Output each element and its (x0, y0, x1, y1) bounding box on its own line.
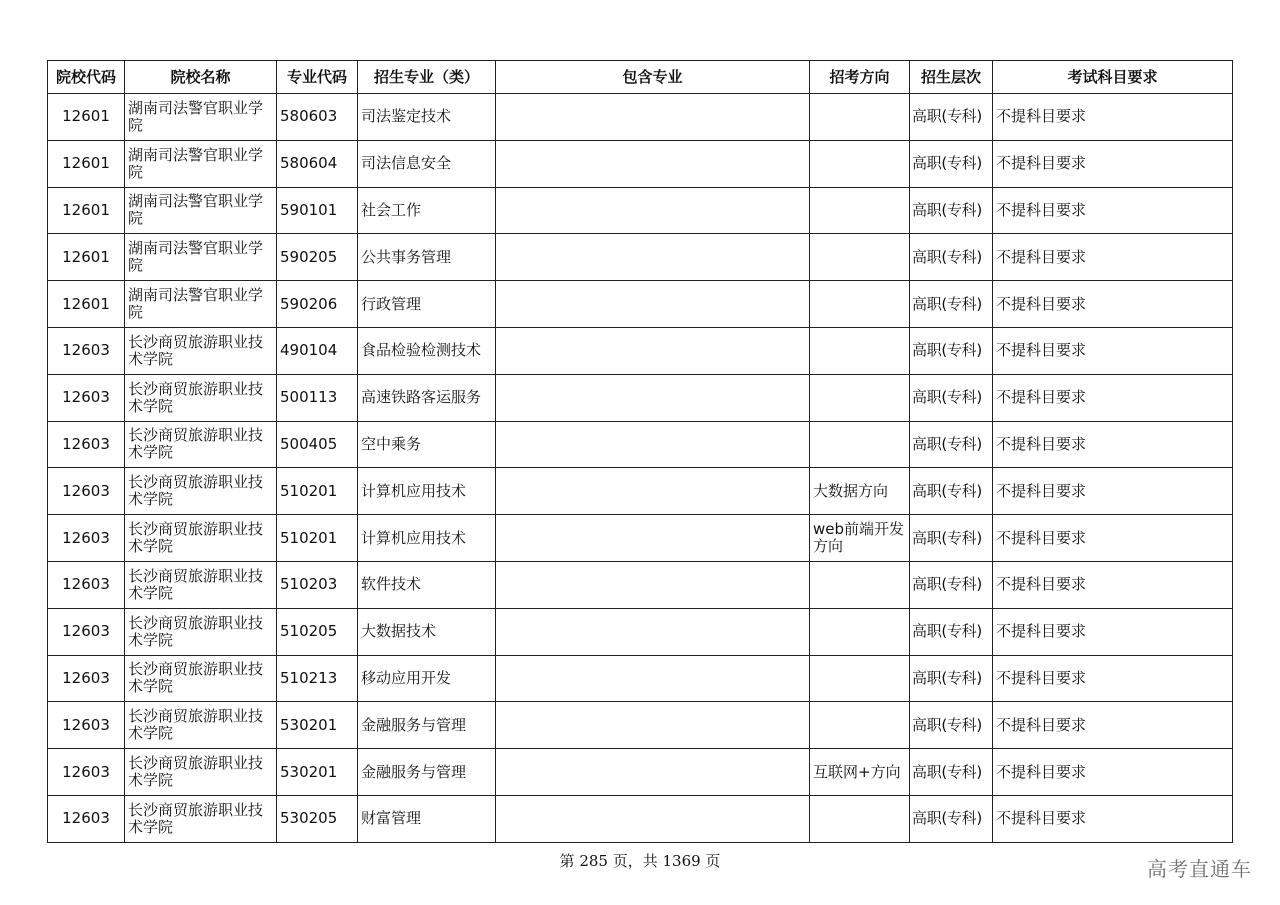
table-row (48, 281, 1233, 328)
cell-included-majors (496, 561, 810, 608)
cell-school-code: 12603 (48, 561, 125, 608)
cell-included-majors (496, 374, 810, 421)
cell-major: 软件技术 (358, 561, 496, 608)
cell-major-code: 510213 (277, 655, 358, 702)
cell-school-code: 12603 (48, 608, 125, 655)
cell-school-name: 长沙商贸旅游职业技术学院 (125, 468, 277, 515)
table-row (48, 515, 1233, 562)
cell-included-majors (496, 795, 810, 842)
cell-level: 高职(专科) (910, 702, 993, 749)
cell-major: 司法鉴定技术 (358, 94, 496, 141)
cell-school-code: 12603 (48, 327, 125, 374)
admissions-table (47, 60, 1233, 843)
cell-school-code: 12603 (48, 421, 125, 468)
header-included-majors: 包含专业 (496, 61, 810, 94)
cell-school-name: 长沙商贸旅游职业技术学院 (125, 655, 277, 702)
cell-school-code: 12601 (48, 234, 125, 281)
cell-level: 高职(专科) (910, 608, 993, 655)
table-row (48, 140, 1233, 187)
cell-major-code: 500405 (277, 421, 358, 468)
header-school-code: 院校代码 (48, 61, 125, 94)
cell-direction (810, 795, 910, 842)
cell-direction (810, 327, 910, 374)
cell-subject-requirements: 不提科目要求 (993, 749, 1233, 796)
cell-major: 金融服务与管理 (358, 702, 496, 749)
cell-subject-requirements: 不提科目要求 (993, 327, 1233, 374)
cell-level: 高职(专科) (910, 515, 993, 562)
cell-level: 高职(专科) (910, 421, 993, 468)
cell-school-name: 湖南司法警官职业学院 (125, 187, 277, 234)
cell-subject-requirements: 不提科目要求 (993, 795, 1233, 842)
table-row (48, 234, 1233, 281)
cell-direction (810, 421, 910, 468)
table-row (48, 187, 1233, 234)
cell-major-code: 590101 (277, 187, 358, 234)
cell-direction (810, 374, 910, 421)
cell-subject-requirements: 不提科目要求 (993, 702, 1233, 749)
cell-major: 行政管理 (358, 281, 496, 328)
cell-subject-requirements: 不提科目要求 (993, 421, 1233, 468)
cell-school-code: 12603 (48, 374, 125, 421)
cell-direction (810, 702, 910, 749)
cell-major-code: 530201 (277, 749, 358, 796)
header-row (48, 61, 1233, 94)
cell-subject-requirements: 不提科目要求 (993, 374, 1233, 421)
cell-included-majors (496, 94, 810, 141)
cell-level: 高职(专科) (910, 187, 993, 234)
cell-school-code: 12601 (48, 187, 125, 234)
cell-level: 高职(专科) (910, 94, 993, 141)
cell-major-code: 590206 (277, 281, 358, 328)
cell-included-majors (496, 749, 810, 796)
cell-level: 高职(专科) (910, 655, 993, 702)
cell-level: 高职(专科) (910, 795, 993, 842)
table-row (48, 94, 1233, 141)
cell-subject-requirements: 不提科目要求 (993, 468, 1233, 515)
page-number: 第 285 页，共 1369 页 (559, 852, 721, 870)
cell-school-code: 12603 (48, 468, 125, 515)
header-major-code: 专业代码 (277, 61, 358, 94)
cell-major-code: 530201 (277, 702, 358, 749)
cell-school-code: 12603 (48, 702, 125, 749)
cell-major-code: 530205 (277, 795, 358, 842)
cell-level: 高职(专科) (910, 140, 993, 187)
cell-major: 移动应用开发 (358, 655, 496, 702)
cell-direction: web前端开发方向 (810, 515, 910, 562)
header-subject-requirements: 考试科目要求 (993, 61, 1233, 94)
cell-major-code: 510203 (277, 561, 358, 608)
cell-level: 高职(专科) (910, 234, 993, 281)
cell-major-code: 490104 (277, 327, 358, 374)
cell-major: 公共事务管理 (358, 234, 496, 281)
cell-school-name: 长沙商贸旅游职业技术学院 (125, 327, 277, 374)
cell-school-name: 长沙商贸旅游职业技术学院 (125, 702, 277, 749)
cell-subject-requirements: 不提科目要求 (993, 561, 1233, 608)
cell-level: 高职(专科) (910, 468, 993, 515)
cell-major: 金融服务与管理 (358, 749, 496, 796)
table-row (48, 702, 1233, 749)
cell-major: 财富管理 (358, 795, 496, 842)
table-row (48, 655, 1233, 702)
cell-school-name: 长沙商贸旅游职业技术学院 (125, 421, 277, 468)
cell-school-name: 湖南司法警官职业学院 (125, 94, 277, 141)
cell-level: 高职(专科) (910, 281, 993, 328)
cell-major: 高速铁路客运服务 (358, 374, 496, 421)
cell-direction (810, 655, 910, 702)
cell-major-code: 590205 (277, 234, 358, 281)
cell-direction: 互联网+方向 (810, 749, 910, 796)
cell-school-code: 12601 (48, 281, 125, 328)
cell-major-code: 510205 (277, 608, 358, 655)
cell-major: 大数据技术 (358, 608, 496, 655)
cell-major-code: 510201 (277, 515, 358, 562)
cell-included-majors (496, 655, 810, 702)
cell-direction (810, 561, 910, 608)
cell-included-majors (496, 187, 810, 234)
cell-school-name: 长沙商贸旅游职业技术学院 (125, 374, 277, 421)
cell-major: 司法信息安全 (358, 140, 496, 187)
admissions-table-container (47, 60, 1232, 843)
cell-major-code: 580604 (277, 140, 358, 187)
cell-subject-requirements: 不提科目要求 (993, 515, 1233, 562)
cell-subject-requirements: 不提科目要求 (993, 140, 1233, 187)
cell-major-code: 580603 (277, 94, 358, 141)
table-row (48, 468, 1233, 515)
cell-included-majors (496, 327, 810, 374)
cell-included-majors (496, 234, 810, 281)
table-header (48, 61, 1233, 94)
cell-school-code: 12603 (48, 795, 125, 842)
cell-school-name: 湖南司法警官职业学院 (125, 281, 277, 328)
cell-direction: 大数据方向 (810, 468, 910, 515)
cell-school-name: 长沙商贸旅游职业技术学院 (125, 608, 277, 655)
cell-direction (810, 234, 910, 281)
cell-school-name: 湖南司法警官职业学院 (125, 234, 277, 281)
cell-school-code: 12603 (48, 515, 125, 562)
cell-major: 计算机应用技术 (358, 515, 496, 562)
cell-school-name: 长沙商贸旅游职业技术学院 (125, 749, 277, 796)
cell-direction (810, 140, 910, 187)
cell-major: 计算机应用技术 (358, 468, 496, 515)
cell-direction (810, 608, 910, 655)
cell-major: 社会工作 (358, 187, 496, 234)
cell-school-code: 12601 (48, 94, 125, 141)
cell-level: 高职(专科) (910, 749, 993, 796)
table-row (48, 421, 1233, 468)
cell-direction (810, 281, 910, 328)
table-row (48, 795, 1233, 842)
cell-direction (810, 187, 910, 234)
cell-subject-requirements: 不提科目要求 (993, 608, 1233, 655)
cell-included-majors (496, 281, 810, 328)
cell-subject-requirements: 不提科目要求 (993, 94, 1233, 141)
header-level: 招生层次 (910, 61, 993, 94)
table-body (48, 94, 1233, 843)
table-row (48, 561, 1233, 608)
cell-school-code: 12603 (48, 749, 125, 796)
cell-included-majors (496, 468, 810, 515)
cell-school-code: 12601 (48, 140, 125, 187)
cell-school-name: 湖南司法警官职业学院 (125, 140, 277, 187)
cell-included-majors (496, 140, 810, 187)
table-row (48, 327, 1233, 374)
cell-subject-requirements: 不提科目要求 (993, 234, 1233, 281)
cell-school-name: 长沙商贸旅游职业技术学院 (125, 795, 277, 842)
cell-school-name: 长沙商贸旅游职业技术学院 (125, 561, 277, 608)
cell-major: 食品检验检测技术 (358, 327, 496, 374)
cell-school-name: 长沙商贸旅游职业技术学院 (125, 515, 277, 562)
cell-included-majors (496, 515, 810, 562)
header-major: 招生专业（类） (358, 61, 496, 94)
cell-major: 空中乘务 (358, 421, 496, 468)
cell-subject-requirements: 不提科目要求 (993, 655, 1233, 702)
cell-included-majors (496, 421, 810, 468)
table-row (48, 749, 1233, 796)
header-direction: 招考方向 (810, 61, 910, 94)
cell-subject-requirements: 不提科目要求 (993, 187, 1233, 234)
header-school-name: 院校名称 (125, 61, 277, 94)
cell-major-code: 510201 (277, 468, 358, 515)
cell-subject-requirements: 不提科目要求 (993, 281, 1233, 328)
cell-included-majors (496, 608, 810, 655)
cell-level: 高职(专科) (910, 374, 993, 421)
cell-level: 高职(专科) (910, 561, 993, 608)
cell-direction (810, 94, 910, 141)
table-row (48, 374, 1233, 421)
cell-school-code: 12603 (48, 655, 125, 702)
cell-level: 高职(专科) (910, 327, 993, 374)
cell-major-code: 500113 (277, 374, 358, 421)
watermark: 高考直通车 (1147, 857, 1252, 881)
cell-included-majors (496, 702, 810, 749)
table-row (48, 608, 1233, 655)
